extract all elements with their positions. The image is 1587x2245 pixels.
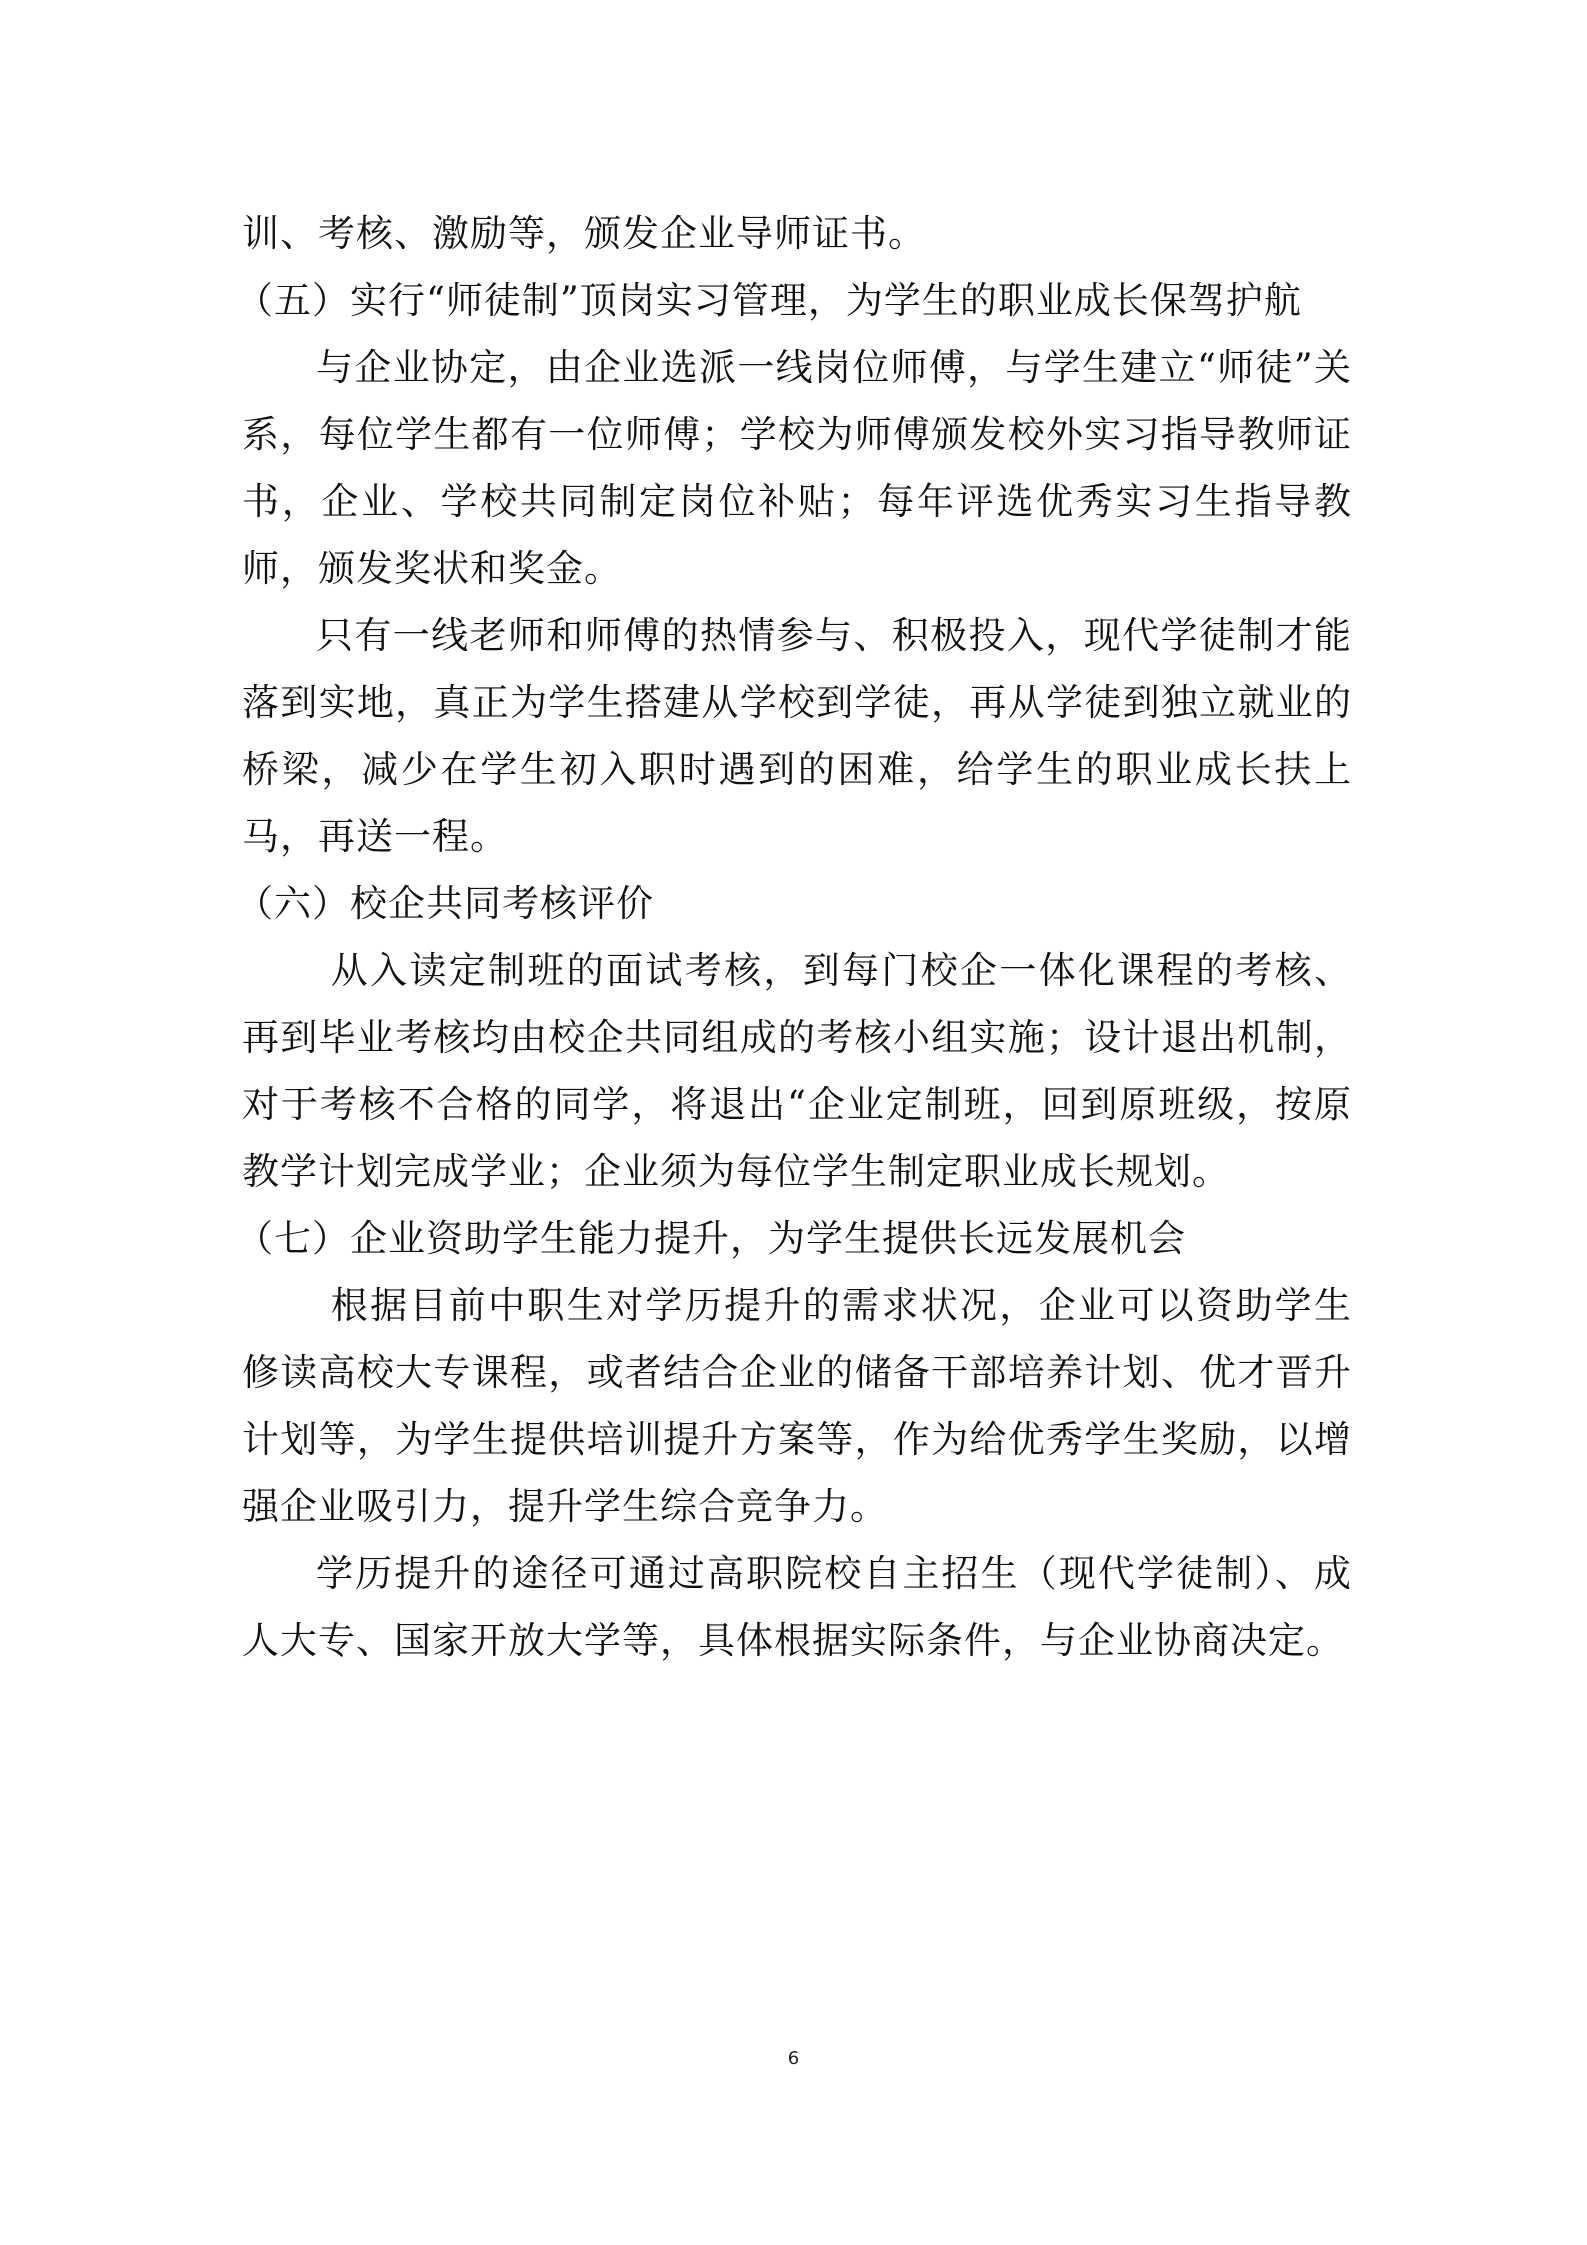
section-heading-five: （五）实行“师徒制”顶岗实习管理，为学生的职业成长保驾护航 (236, 279, 1302, 322)
paragraph-frontline-teachers: 只有一线老师和师傅的热情参与、积极投入，现代学徒制才能落到实地，真正为学生搭建从学校到学徒，再从学徒到独立就业的桥梁，减少在学生初入职时遇到的困难，给学生的职业成长扶上马，再送一程。 (242, 614, 1352, 858)
paragraph-education-pathways: 学历提升的途径可通过高职院校自主招生（现代学徒制）、成人大专、国家开放大学等，具体根据实际条件，与企业协商决定。 (242, 1552, 1352, 1662)
paragraph-assessment: 从入读定制班的面试考核，到每门校企一体化课程的考核、再到毕业考核均由校企共同组成的考核小组实施；设计退出机制，对于考核不合格的同学，将退出“企业定制班，回到原班级，按原教学计划完成学业；企业须为每位学生制定职业成长规划。 (242, 949, 1352, 1193)
document-body (236, 200, 1352, 1674)
section-heading-six: （六）校企共同考核评价 (236, 882, 654, 925)
section-heading-seven: （七）企业资助学生能力提升，为学生提供长远发展机会 (236, 1217, 1186, 1260)
page-number: 6 (787, 2048, 800, 2069)
paragraph-continuation: 训、考核、激励等，颁发企业导师证书。 (242, 212, 926, 255)
paragraph-mentor-agreement: 与企业协定，由企业选派一线岗位师傅，与学生建立“师徒”关系，每位学生都有一位师傅；学校为师傅颁发校外实习指导教师证书，企业、学校共同制定岗位补贴；每年评选优秀实习生指导教师，颁发奖状和奖金。 (242, 346, 1352, 590)
paragraph-education-funding: 根据目前中职生对学历提升的需求状况，企业可以资助学生修读高校大专课程，或者结合企业的储备干部培养计划、优才晋升计划等，为学生提供培训提升方案等，作为给优秀学生奖励，以增强企业吸引力，提升学生综合竞争力。 (242, 1284, 1352, 1528)
